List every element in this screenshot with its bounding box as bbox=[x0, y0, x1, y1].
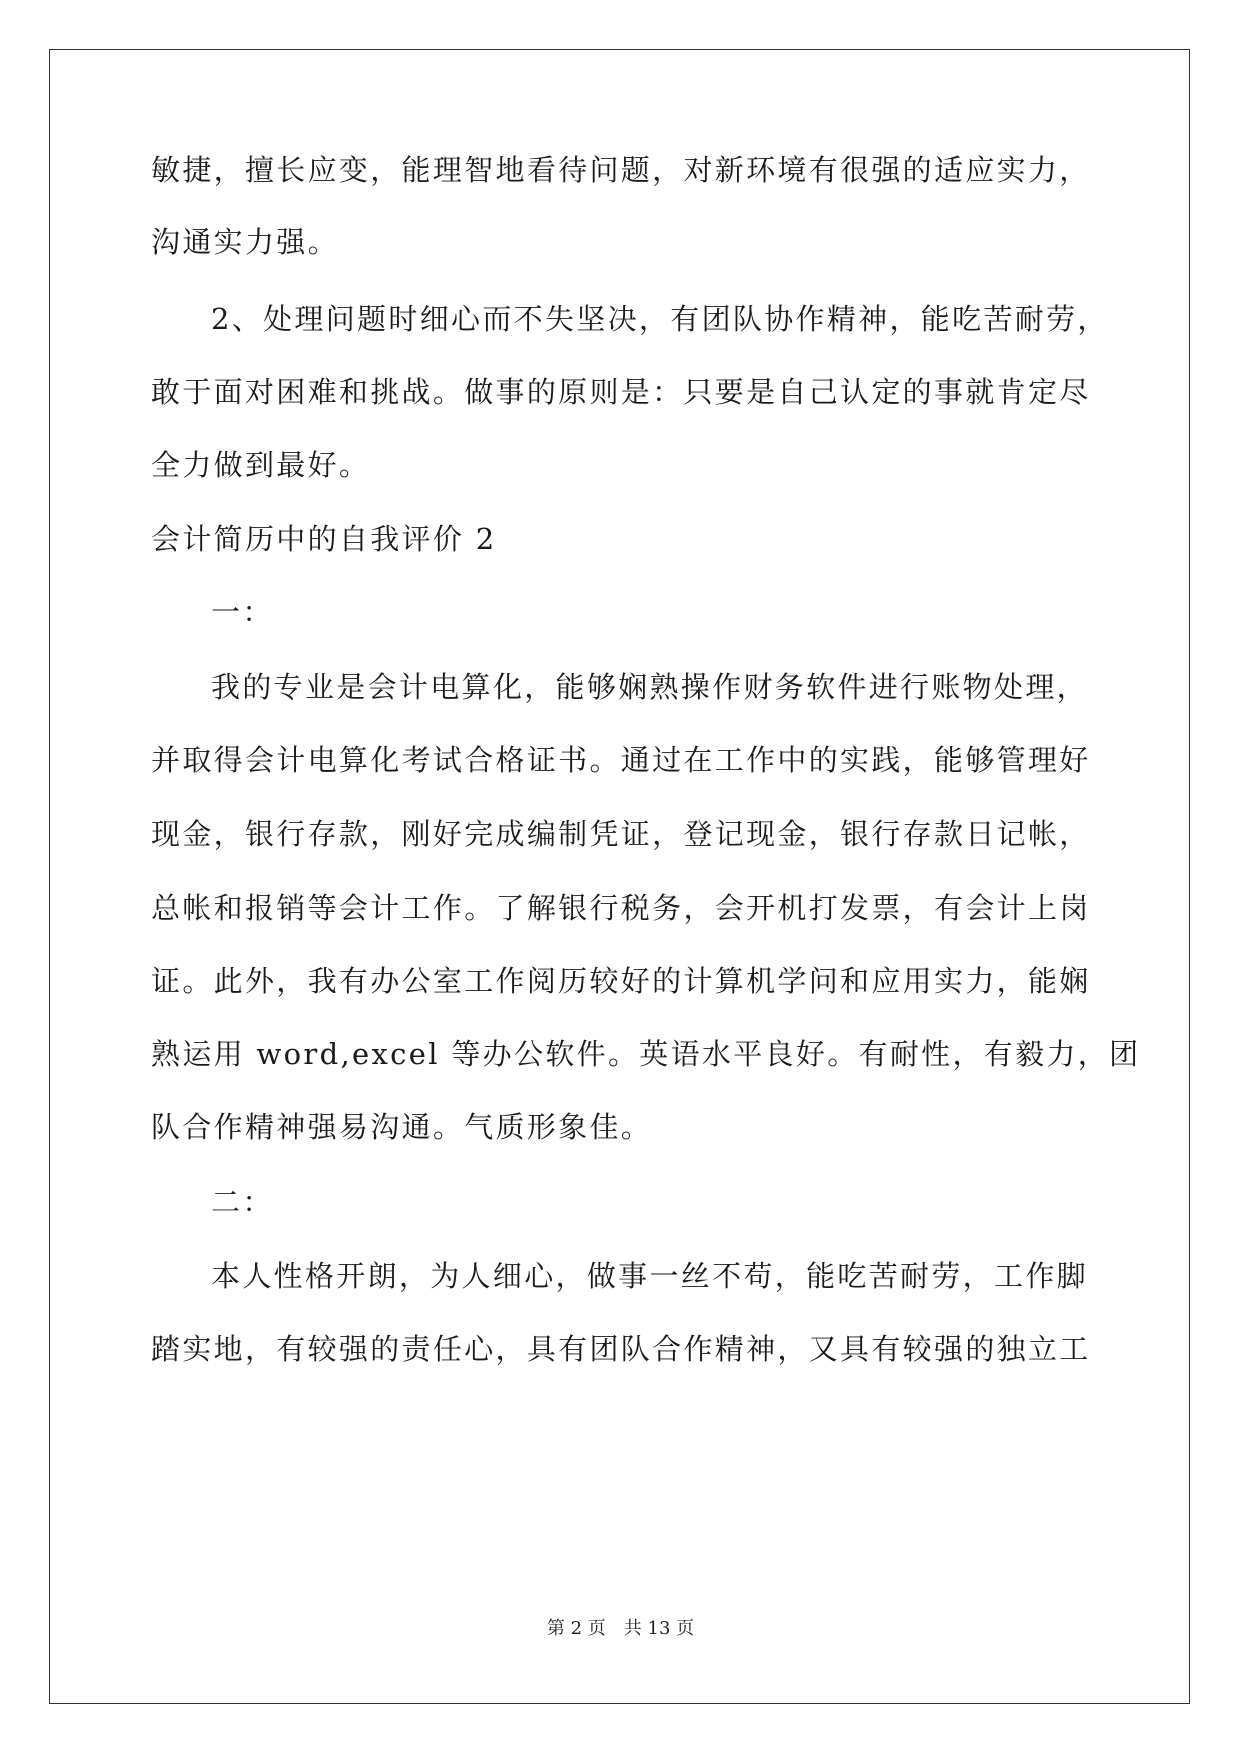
page-total: 共 13 页 bbox=[623, 1618, 695, 1639]
text-line: 队合作精神强易沟通。气质形象佳。 bbox=[151, 1110, 653, 1144]
text-line: 敢于面对困难和挑战。做事的原则是：只要是自己认定的事就肯定尽 bbox=[151, 375, 1091, 409]
page-number: 第 2 页 bbox=[546, 1618, 606, 1639]
text-line: 敏捷，擅长应变，能理智地看待问题，对新环境有很强的适应实力， bbox=[151, 153, 1091, 187]
text-line: 2、处理问题时细心而不失坚决，有团队协作精神，能吃苦耐劳， bbox=[211, 302, 1109, 336]
page-footer bbox=[0, 1617, 1241, 1641]
subsection-label: 二： bbox=[211, 1185, 274, 1219]
text-line: 并取得会计电算化考试合格证书。通过在工作中的实践，能够管理好 bbox=[151, 743, 1091, 777]
text-line: 现金，银行存款，刚好完成编制凭证，登记现金，银行存款日记帐， bbox=[151, 817, 1091, 851]
subsection-label: 一： bbox=[211, 595, 274, 629]
text-line: 我的专业是会计电算化，能够娴熟操作财务软件进行账物处理， bbox=[211, 670, 1088, 704]
text-line: 全力做到最好。 bbox=[151, 448, 371, 482]
text-line: 踏实地，有较强的责任心，具有团队合作精神，又具有较强的独立工 bbox=[151, 1332, 1091, 1366]
text-line: 本人性格开朗，为人细心，做事一丝不苟，能吃苦耐劳，工作脚 bbox=[211, 1259, 1088, 1293]
text-line: 熟运用 word,excel 等办公软件。英语水平良好。有耐性，有毅力，团 bbox=[151, 1037, 1141, 1071]
section-heading: 会计简历中的自我评价 2 bbox=[151, 522, 497, 556]
text-line: 总帐和报销等会计工作。了解银行税务，会开机打发票，有会计上岗 bbox=[151, 891, 1091, 925]
text-line: 证。此外，我有办公室工作阅历较好的计算机学问和应用实力，能娴 bbox=[151, 964, 1091, 998]
text-line: 沟通实力强。 bbox=[151, 225, 339, 259]
page-border bbox=[49, 49, 1190, 1704]
